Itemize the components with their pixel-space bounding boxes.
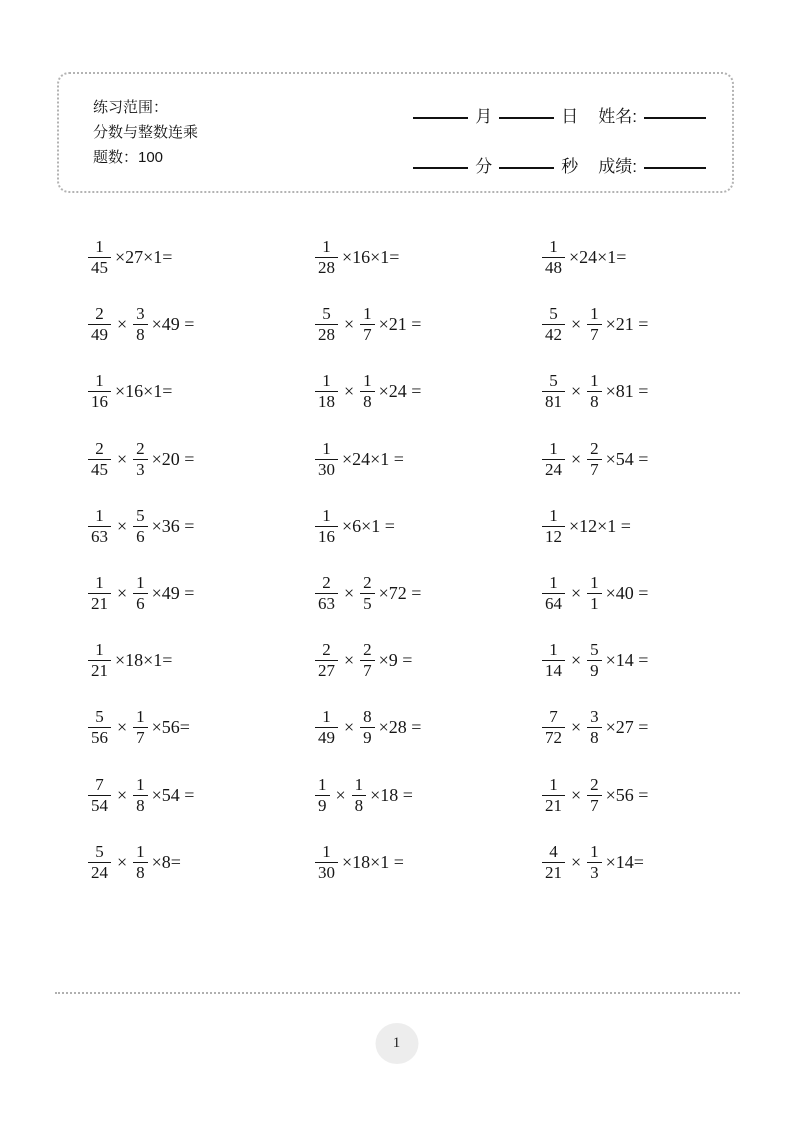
fraction-numerator: 5 <box>95 707 104 727</box>
problem-tail: ×21 = <box>605 314 649 335</box>
multiply-sign: × <box>344 717 355 738</box>
fraction-first <box>542 640 565 681</box>
problem-count: 题数：100 <box>93 149 164 166</box>
fraction-numerator: 3 <box>590 707 599 727</box>
fraction-denominator: 7 <box>587 795 602 816</box>
problem-tail: ×27 = <box>605 717 649 738</box>
fraction-second <box>133 775 148 816</box>
fraction-denominator: 18 <box>315 391 338 412</box>
score-label: 成绩: <box>598 157 637 176</box>
fraction-numerator: 8 <box>363 707 372 727</box>
fraction-first <box>542 439 565 480</box>
fraction-numerator: 5 <box>136 505 145 525</box>
fraction-numerator: 4 <box>549 841 558 861</box>
fraction-denominator: 9 <box>315 795 330 816</box>
fraction-denominator: 16 <box>315 526 338 547</box>
fraction-numerator: 2 <box>95 438 104 458</box>
fraction-denominator: 8 <box>133 324 148 345</box>
math-problem <box>315 291 542 358</box>
math-problem <box>88 426 315 493</box>
fraction-numerator: 1 <box>136 841 145 861</box>
fraction-numerator: 7 <box>549 707 558 727</box>
fraction-numerator: 1 <box>95 505 104 525</box>
fraction-first <box>542 371 565 412</box>
fraction-denominator: 28 <box>315 324 338 345</box>
problem-tail: ×20 = <box>151 448 195 469</box>
math-problem <box>88 694 315 761</box>
math-problem <box>88 627 315 694</box>
math-problem <box>315 694 542 761</box>
fraction-first <box>88 842 111 883</box>
fraction-numerator: 2 <box>95 304 104 324</box>
fraction-denominator: 28 <box>315 257 338 278</box>
fraction-denominator: 24 <box>542 459 565 480</box>
fraction-denominator: 45 <box>88 459 111 480</box>
math-problem <box>88 560 315 627</box>
problem-tail: ×56= <box>151 717 190 738</box>
fraction-numerator: 1 <box>95 237 104 257</box>
fraction-denominator: 6 <box>133 526 148 547</box>
problem-tail: ×18×1= <box>115 650 173 671</box>
multiply-sign: × <box>571 650 582 671</box>
fraction-denominator: 27 <box>315 660 338 681</box>
fraction-numerator: 1 <box>590 304 599 324</box>
month-blank-line <box>413 117 468 119</box>
multiply-sign: × <box>571 448 582 469</box>
fraction-first <box>315 371 338 412</box>
fraction-denominator: 7 <box>587 324 602 345</box>
problem-tail: ×54 = <box>605 448 649 469</box>
fraction-second <box>133 506 148 547</box>
fraction-numerator: 5 <box>590 640 599 660</box>
problem-tail: ×72 = <box>378 583 422 604</box>
fraction-first <box>542 573 565 614</box>
problem-tail: ×49 = <box>151 583 195 604</box>
fraction-denominator: 7 <box>360 660 375 681</box>
fraction-denominator: 8 <box>352 795 367 816</box>
multiply-sign: × <box>117 314 128 335</box>
multiply-sign: × <box>117 583 128 604</box>
math-problem <box>88 358 315 425</box>
fraction-first <box>542 506 565 547</box>
multiply-sign: × <box>117 784 128 805</box>
fraction-first <box>88 304 111 345</box>
problem-tail: ×40 = <box>605 583 649 604</box>
fraction-denominator: 30 <box>315 459 338 480</box>
fraction-first <box>88 573 111 614</box>
range-label: 练习范围： <box>93 99 169 116</box>
fraction-numerator: 5 <box>95 841 104 861</box>
fraction-denominator: 21 <box>542 795 565 816</box>
fraction-second <box>133 439 148 480</box>
fraction-denominator: 56 <box>88 727 111 748</box>
footer-dotted-divider <box>55 992 740 994</box>
problem-tail: ×14 = <box>605 650 649 671</box>
fraction-numerator: 1 <box>549 572 558 592</box>
fraction-first <box>315 304 338 345</box>
fraction-numerator: 1 <box>549 237 558 257</box>
fraction-denominator: 14 <box>542 660 565 681</box>
fraction-numerator: 1 <box>95 572 104 592</box>
multiply-sign: × <box>344 583 355 604</box>
math-problem <box>315 627 542 694</box>
fraction-denominator: 8 <box>360 391 375 412</box>
fraction-denominator: 8 <box>587 727 602 748</box>
fraction-first <box>315 842 338 883</box>
fraction-denominator: 63 <box>315 593 338 614</box>
fraction-denominator: 3 <box>587 862 602 883</box>
problem-tail: ×9 = <box>378 650 413 671</box>
worksheet-info <box>59 74 198 191</box>
fraction-denominator: 8 <box>587 391 602 412</box>
multiply-sign: × <box>335 784 346 805</box>
fraction-first <box>542 237 565 278</box>
fraction-numerator: 2 <box>363 640 372 660</box>
fraction-denominator: 63 <box>88 526 111 547</box>
fraction-denominator: 49 <box>315 727 338 748</box>
fraction-numerator: 2 <box>363 572 372 592</box>
fraction-denominator: 45 <box>88 257 111 278</box>
math-problem <box>542 358 793 425</box>
fraction-denominator: 48 <box>542 257 565 278</box>
multiply-sign: × <box>344 381 355 402</box>
fraction-first <box>315 707 338 748</box>
problem-tail: ×54 = <box>151 784 195 805</box>
fraction-numerator: 5 <box>549 304 558 324</box>
date-name-line <box>406 102 706 127</box>
fraction-numerator: 1 <box>322 707 331 727</box>
fraction-numerator: 1 <box>590 841 599 861</box>
multiply-sign: × <box>571 784 582 805</box>
fraction-second <box>360 707 375 748</box>
fraction-first <box>88 707 111 748</box>
problem-tail: ×24×1 = <box>342 448 404 469</box>
math-problem <box>542 291 793 358</box>
fraction-second <box>587 371 602 412</box>
fraction-numerator: 3 <box>136 304 145 324</box>
fraction-denominator: 8 <box>133 862 148 883</box>
fraction-denominator: 54 <box>88 795 111 816</box>
fraction-numerator: 1 <box>322 505 331 525</box>
fraction-numerator: 1 <box>549 774 558 794</box>
math-problem <box>542 829 793 896</box>
math-problem <box>88 762 315 829</box>
fraction-numerator: 2 <box>136 438 145 458</box>
fraction-numerator: 1 <box>322 371 331 391</box>
minute-blank-line <box>413 167 468 169</box>
second-blank-line <box>499 167 554 169</box>
fraction-numerator: 2 <box>322 640 331 660</box>
fraction-denominator: 21 <box>88 660 111 681</box>
fraction-numerator: 2 <box>322 572 331 592</box>
math-problem <box>315 829 542 896</box>
fraction-second <box>587 304 602 345</box>
fraction-second <box>587 640 602 681</box>
fraction-numerator: 1 <box>136 572 145 592</box>
fraction-denominator: 9 <box>360 727 375 748</box>
fraction-denominator: 21 <box>542 862 565 883</box>
fraction-first <box>542 304 565 345</box>
math-problem <box>88 493 315 560</box>
fraction-denominator: 42 <box>542 324 565 345</box>
problem-tail: ×27×1= <box>115 247 173 268</box>
multiply-sign: × <box>117 851 128 872</box>
math-problem <box>315 426 542 493</box>
math-problem <box>542 493 793 560</box>
day-label: 日 <box>561 107 579 126</box>
fraction-numerator: 1 <box>549 640 558 660</box>
fraction-first <box>315 775 330 816</box>
fraction-first <box>315 506 338 547</box>
fraction-denominator: 12 <box>542 526 565 547</box>
second-label: 秒 <box>561 157 579 176</box>
fraction-denominator: 72 <box>542 727 565 748</box>
fraction-denominator: 5 <box>360 593 375 614</box>
fraction-denominator: 9 <box>587 660 602 681</box>
multiply-sign: × <box>117 448 128 469</box>
math-problem <box>88 829 315 896</box>
fraction-numerator: 1 <box>136 707 145 727</box>
fraction-first <box>542 842 565 883</box>
math-problem <box>315 560 542 627</box>
fraction-numerator: 7 <box>95 774 104 794</box>
math-problem <box>542 762 793 829</box>
problem-tail: ×8= <box>151 851 181 872</box>
problem-tail: ×56 = <box>605 784 649 805</box>
problem-tail: ×24×1= <box>569 247 627 268</box>
problem-tail: ×24 = <box>378 381 422 402</box>
fraction-numerator: 2 <box>590 438 599 458</box>
math-problem <box>88 224 315 291</box>
problem-tail: ×14= <box>605 851 644 872</box>
fraction-numerator: 1 <box>95 640 104 660</box>
fraction-numerator: 1 <box>95 371 104 391</box>
fraction-first <box>88 506 111 547</box>
multiply-sign: × <box>344 650 355 671</box>
fraction-first <box>88 775 111 816</box>
day-blank-line <box>499 117 554 119</box>
fill-in-area <box>406 74 732 191</box>
problem-tail: ×16×1= <box>342 247 400 268</box>
math-problem <box>315 493 542 560</box>
fraction-denominator: 49 <box>88 324 111 345</box>
problem-tail: ×49 = <box>151 314 195 335</box>
fraction-denominator: 1 <box>587 593 602 614</box>
fraction-denominator: 6 <box>133 593 148 614</box>
math-problem <box>315 224 542 291</box>
multiply-sign: × <box>571 381 582 402</box>
fraction-denominator: 24 <box>88 862 111 883</box>
math-problem <box>315 358 542 425</box>
fraction-second <box>133 304 148 345</box>
fraction-denominator: 3 <box>133 459 148 480</box>
multiply-sign: × <box>571 314 582 335</box>
math-problem <box>542 627 793 694</box>
fraction-numerator: 1 <box>322 438 331 458</box>
fraction-numerator: 1 <box>363 371 372 391</box>
problems-grid <box>0 224 793 896</box>
page-number-badge <box>375 1023 418 1064</box>
name-blank-line <box>644 117 706 119</box>
fraction-numerator: 5 <box>322 304 331 324</box>
fraction-second <box>587 439 602 480</box>
name-label: 姓名: <box>598 107 637 126</box>
fraction-numerator: 1 <box>318 774 327 794</box>
fraction-first <box>315 439 338 480</box>
fraction-numerator: 5 <box>549 371 558 391</box>
page-number: 1 <box>392 1035 401 1051</box>
range-value: 分数与整数连乘 <box>93 124 199 141</box>
fraction-denominator: 7 <box>133 727 148 748</box>
fraction-second <box>360 304 375 345</box>
multiply-sign: × <box>571 717 582 738</box>
fraction-denominator: 7 <box>587 459 602 480</box>
fraction-numerator: 1 <box>322 237 331 257</box>
fraction-denominator: 81 <box>542 391 565 412</box>
fraction-numerator: 1 <box>322 841 331 861</box>
fraction-first <box>88 371 111 412</box>
multiply-sign: × <box>344 314 355 335</box>
fraction-first <box>542 775 565 816</box>
fraction-denominator: 30 <box>315 862 338 883</box>
fraction-second <box>133 842 148 883</box>
fraction-numerator: 1 <box>590 371 599 391</box>
fraction-numerator: 1 <box>354 774 364 794</box>
fraction-denominator: 21 <box>88 593 111 614</box>
fraction-first <box>315 237 338 278</box>
fraction-numerator: 1 <box>363 304 372 324</box>
fraction-first <box>315 640 338 681</box>
fraction-numerator: 1 <box>549 438 558 458</box>
math-problem <box>542 224 793 291</box>
fraction-first <box>315 573 338 614</box>
fraction-second <box>133 573 148 614</box>
problem-tail: ×18 = <box>370 784 413 805</box>
problem-tail: ×18×1 = <box>342 851 404 872</box>
math-problem <box>542 560 793 627</box>
multiply-sign: × <box>571 851 582 872</box>
fraction-denominator: 64 <box>542 593 565 614</box>
problem-tail: ×6×1 = <box>342 515 395 536</box>
score-blank-line <box>644 167 706 169</box>
time-score-line <box>406 152 706 177</box>
fraction-second <box>352 775 367 816</box>
math-problem <box>88 291 315 358</box>
math-problem <box>315 762 542 829</box>
fraction-second <box>360 573 375 614</box>
problem-tail: ×12×1 = <box>569 515 631 536</box>
math-problem <box>542 694 793 761</box>
fraction-second <box>360 640 375 681</box>
fraction-first <box>88 237 111 278</box>
problem-tail: ×81 = <box>605 381 649 402</box>
worksheet-header-box <box>57 72 734 193</box>
fraction-numerator: 1 <box>136 774 145 794</box>
fraction-second <box>587 842 602 883</box>
fraction-denominator: 16 <box>88 391 111 412</box>
minute-label: 分 <box>475 157 493 176</box>
problem-tail: ×36 = <box>151 515 195 536</box>
fraction-second <box>133 707 148 748</box>
fraction-second <box>587 707 602 748</box>
fraction-numerator: 2 <box>590 774 599 794</box>
fraction-numerator: 1 <box>549 505 558 525</box>
fraction-first <box>542 707 565 748</box>
fraction-numerator: 1 <box>590 572 599 592</box>
fraction-first <box>88 439 111 480</box>
multiply-sign: × <box>117 515 128 536</box>
fraction-second <box>587 573 602 614</box>
problem-tail: ×21 = <box>378 314 422 335</box>
multiply-sign: × <box>117 717 128 738</box>
month-label: 月 <box>475 107 493 126</box>
fraction-second <box>360 371 375 412</box>
fraction-first <box>88 640 111 681</box>
multiply-sign: × <box>571 583 582 604</box>
fraction-second <box>587 775 602 816</box>
fraction-denominator: 8 <box>133 795 148 816</box>
fraction-denominator: 7 <box>360 324 375 345</box>
math-problem <box>542 426 793 493</box>
problem-tail: ×16×1= <box>115 381 173 402</box>
problem-tail: ×28 = <box>378 717 422 738</box>
